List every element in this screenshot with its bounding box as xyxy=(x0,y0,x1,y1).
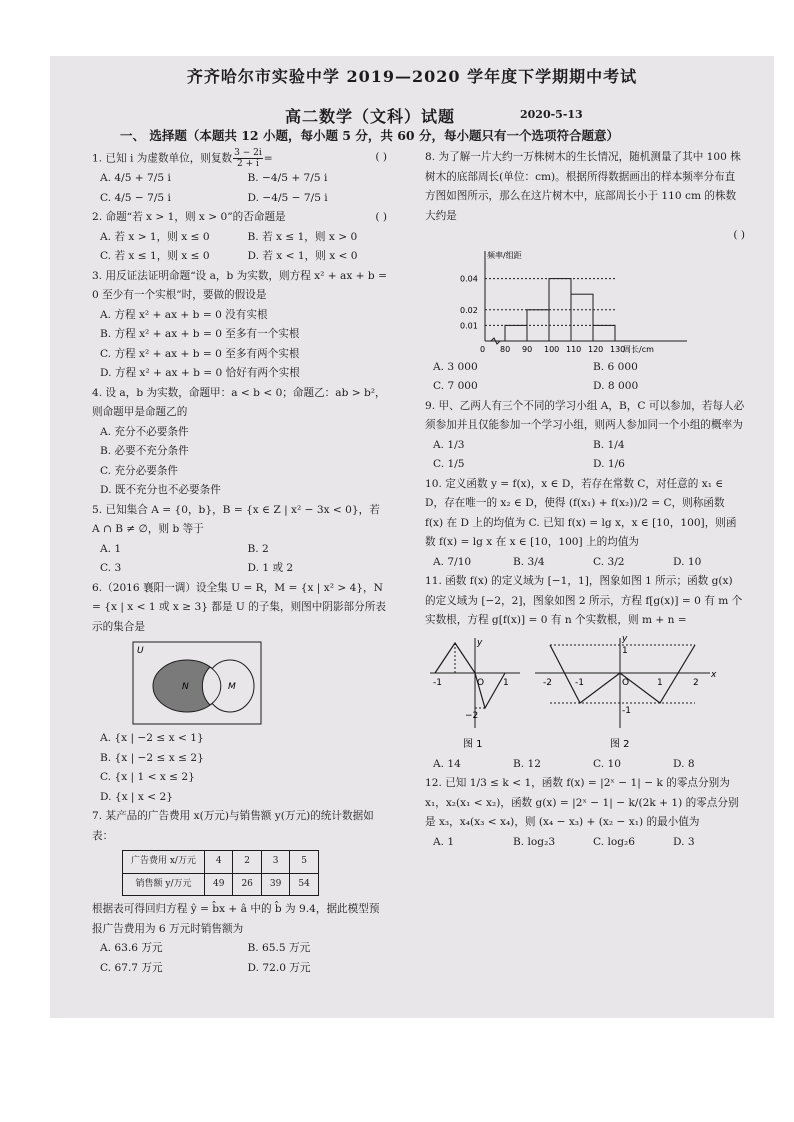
hist-bar xyxy=(505,325,527,341)
table-cell: 5 xyxy=(290,851,318,874)
fig1-tick: -1 xyxy=(433,677,442,688)
question-5-stem: 5. 已知集合 A = {0，b}，B = {x ∈ Z | x² − 3x < 0}，若 A ∩ B ≠ ∅，则 b 等于 xyxy=(92,503,380,535)
hist-x-tick: 80 xyxy=(500,344,511,354)
question-11-options xyxy=(425,755,745,775)
option-c[interactable]: C. 4/5 − 7/5 i xyxy=(100,191,171,204)
question-11 xyxy=(425,572,745,774)
option-c[interactable]: C. 若 x ≤ 1，则 x ≤ 0 xyxy=(100,250,210,262)
question-10-stem: 10. 定义函数 y = f(x)，x ∈ D，若存在常数 C，对任意的 x₁ ∈ D，存在唯一的 x₂ ∈ D，使得 (f(x₁) + f(x₂))/2 = C，则称函数 f(x) 在 D 上的均值为 C. 已知 f(x) = lg x，x ∈ [10，100]，则函数 f(x) = lg x 在 x ∈ [10，100] 上的均值为 xyxy=(425,477,737,548)
option-a[interactable]: A. 1/3 xyxy=(433,438,465,451)
question-5-options xyxy=(92,540,387,579)
option-b[interactable]: B. 6 000 xyxy=(593,360,638,373)
question-4 xyxy=(92,384,387,501)
question-6 xyxy=(92,579,387,808)
figure-2-graph xyxy=(535,634,717,750)
option-d[interactable]: D. 方程 x² + ax + b = 0 恰好有两个实根 xyxy=(100,367,300,379)
question-8-stem: 8. 为了解一片大约一万株树木的生长情况，随机测量了其中 100 株树木的底部周长(单位：cm)。根据所得数据画出的样本频率分布直方图如图所示，那么在这片树木中，底部周长小于 110 cm 的株数大约是 xyxy=(425,151,741,222)
question-7 xyxy=(92,807,387,978)
option-d[interactable]: D. 8 000 xyxy=(593,380,639,392)
option-c[interactable]: C. 3 xyxy=(100,562,122,574)
fig2-tick: 1 xyxy=(657,677,663,688)
hist-y-tick: 0.02 xyxy=(460,305,478,315)
option-b[interactable]: B. 必要不充分条件 xyxy=(100,445,189,457)
hist-y-tick: 0.04 xyxy=(460,274,478,284)
question-12 xyxy=(425,774,745,852)
figure-2-caption: 图 2 xyxy=(610,738,630,750)
question-3-options xyxy=(92,306,387,384)
hist-bar xyxy=(571,294,593,341)
exam-title: 齐齐哈尔市实验中学 2019—2020 学年度下学期期中考试 xyxy=(186,67,638,86)
option-a[interactable]: A. 4/5 + 7/5 i xyxy=(100,172,171,184)
table-cell: 4 xyxy=(204,851,232,874)
answer-paren: ( ) xyxy=(375,211,387,223)
option-a[interactable]: A. 方程 x² + ax + b = 0 没有实根 xyxy=(100,308,268,321)
question-2-options xyxy=(92,228,387,267)
option-c[interactable]: C. 3/2 xyxy=(593,555,625,568)
fig2-tick: 1 xyxy=(622,645,628,656)
option-b[interactable]: B. 12 xyxy=(513,757,541,770)
question-6-stem: 6.（2016 襄阳一调）设全集 U = R，M = {x | x² > 4}，N = {x | x < 1 或 x ≥ 3} 都是 U 的子集，则图中阴影部分所表示的集合是 xyxy=(92,581,386,633)
option-a[interactable]: A. 1 xyxy=(433,835,455,848)
option-b[interactable]: B. 方程 x² + ax + b = 0 至多有一个实根 xyxy=(100,328,300,340)
left-column xyxy=(92,148,387,978)
question-11-stem: 11. 函数 f(x) 的定义域为 [−1，1]，图象如图 1 所示；函数 g(x) 的定义域为 [−2，2]，图象如图 2 所示，方程 f[g(x)] = 0 有 m 个实数根，方程 g[f(x)] = 0 有 n 个实数根，则 m + n = xyxy=(425,575,743,626)
fig1-tick: O xyxy=(477,677,485,688)
stats-table xyxy=(122,850,319,896)
hist-bar xyxy=(549,278,571,340)
fig1-curve xyxy=(435,643,505,708)
option-c[interactable]: C. 1/5 xyxy=(433,458,465,470)
option-a[interactable]: A. 1 xyxy=(100,542,122,555)
option-c[interactable]: C. {x | 1 < x ≤ 2} xyxy=(100,771,195,783)
table-cell: 54 xyxy=(290,873,318,896)
question-8 xyxy=(425,148,745,397)
histogram-axes xyxy=(485,251,687,344)
option-b[interactable]: B. 65.5 万元 xyxy=(247,942,311,954)
option-b[interactable]: B. {x | −2 ≤ x ≤ 2} xyxy=(100,751,204,764)
table-row xyxy=(123,873,319,896)
table-cell: 49 xyxy=(204,873,232,896)
section-heading: 一、 选择题（本题共 12 小题，每小题 5 分，共 60 分，每小题只有一个选项符合题意） xyxy=(120,128,619,143)
question-9 xyxy=(425,397,745,475)
table-cell: 广告费用 x/万元 xyxy=(123,851,205,874)
venn-label-u: U xyxy=(137,646,144,656)
fig2-axis-x: x xyxy=(711,669,717,680)
option-b[interactable]: B. −4/5 + 7/5 i xyxy=(247,172,328,184)
fig1-tick: 1 xyxy=(503,677,509,688)
question-1-options xyxy=(92,169,387,208)
option-b[interactable]: B. 若 x ≤ 1，则 x > 0 xyxy=(247,230,358,243)
venn-label-n: N xyxy=(182,682,189,692)
question-3 xyxy=(92,267,387,384)
question-5 xyxy=(92,501,387,579)
question-1 xyxy=(92,148,387,208)
question-4-stem: 4. 设 a，b 为实数，命题甲：a < b < 0；命题乙：ab > b²，则命题甲是命题乙的 xyxy=(92,386,386,418)
hist-bar xyxy=(593,325,615,341)
table-cell: 3 xyxy=(261,851,289,874)
question-10-options xyxy=(425,553,745,573)
answer-paren: ( ) xyxy=(733,229,745,241)
exam-date: 2020-5-13 xyxy=(520,108,583,121)
option-d[interactable]: D. 3 xyxy=(673,835,695,848)
fig2-tick: -2 xyxy=(543,677,552,688)
option-d[interactable]: D. 10 xyxy=(673,555,702,568)
venn-label-m: M xyxy=(228,682,236,692)
option-b[interactable]: B. log₂3 xyxy=(513,835,556,848)
option-a[interactable]: A. 14 xyxy=(433,757,461,770)
fig2-tick: -1 xyxy=(575,677,584,688)
hist-x-tick: 120 xyxy=(588,344,604,354)
question-9-options xyxy=(425,436,745,475)
question-12-options xyxy=(425,833,745,853)
hist-x-tick: 0 xyxy=(480,344,486,354)
hist-x-label: 周长/cm xyxy=(623,344,654,354)
option-d[interactable]: D. 1/6 xyxy=(593,458,625,470)
option-c[interactable]: C. 7 000 xyxy=(433,380,478,392)
right-column xyxy=(425,148,745,852)
question-1-stem: 1. 已知 i 为虚数单位，则复数 $\frac{3 - 2i}{2 + i}$ = xyxy=(92,148,273,169)
exam-subtitle: 高二数学（文科）试题 xyxy=(285,107,456,126)
option-b[interactable]: B. 3/4 xyxy=(513,555,545,568)
option-b[interactable]: B. 1/4 xyxy=(593,438,625,451)
question-12-stem: 12. 已知 1/3 ≤ k < 1，函数 f(x) = |2ˣ − 1| − k 的零点分别为 x₁，x₂(x₁ < x₂)，函数 g(x) = |2ˣ − 1| − k/(2k + 1) 的零点分别是 x₃，x₄(x₃ < x₄)，则 (x₄ − x₃) + (x₂ − x₁) 的最小值为 xyxy=(425,777,739,828)
fig1-axis-y: y xyxy=(477,637,483,648)
option-a[interactable]: A. 充分不必要条件 xyxy=(100,425,189,438)
option-d[interactable]: D. 若 x < 1，则 x < 0 xyxy=(247,250,358,262)
hist-y-label: 频率/组距 xyxy=(487,250,522,260)
frequency-histogram xyxy=(455,246,705,358)
option-d[interactable]: D. 既不充分也不必要条件 xyxy=(100,484,221,496)
table-row xyxy=(123,851,319,874)
table-cell: 销售额 y/万元 xyxy=(123,873,205,896)
hist-x-tick: 110 xyxy=(566,344,582,354)
question-7-stem: 7. 某产品的广告费用 x(万元)与销售额 y(万元)的统计数据如表： xyxy=(92,810,374,842)
q1-fraction: $\frac{3 - 2i}{2 + i}$ xyxy=(234,148,262,169)
histogram-labels xyxy=(460,250,654,354)
figure-1-caption: 图 1 xyxy=(463,738,483,750)
question-3-stem: 3. 用反证法证明命题“设 a，b 为实数，则方程 x² + ax + b = 0 至少有一个实根”时，要做的假设是 xyxy=(92,269,387,301)
question-10 xyxy=(425,475,745,573)
hist-y-tick: 0.01 xyxy=(460,320,478,330)
option-d[interactable]: D. 1 或 2 xyxy=(247,562,294,574)
question-7-after: 根据表可得回归方程 ŷ = b̂x + â 中的 b̂ 为 9.4，据此模型预报广告费用为 6 万元时销售额为 xyxy=(92,903,380,935)
question-6-options xyxy=(92,729,387,807)
option-c[interactable]: C. 充分必要条件 xyxy=(100,464,179,477)
option-d[interactable]: D. 72.0 万元 xyxy=(247,961,311,974)
option-d[interactable]: D. 8 xyxy=(673,757,695,770)
question-7-options xyxy=(92,939,387,978)
option-d[interactable]: D. −4/5 − 7/5 i xyxy=(247,191,328,204)
question-8-options xyxy=(425,358,745,397)
hist-x-tick: 100 xyxy=(544,344,560,354)
hist-x-tick: 130 xyxy=(610,344,626,354)
hist-x-tick: 90 xyxy=(522,344,533,354)
option-a[interactable]: A. 7/10 xyxy=(433,555,472,568)
option-a[interactable]: A. 3 000 xyxy=(433,360,478,373)
fig2-axis-y: y xyxy=(622,633,628,644)
table-cell: 26 xyxy=(233,873,261,896)
answer-paren: ( ) xyxy=(375,151,387,163)
option-a[interactable]: A. {x | −2 ≤ x < 1} xyxy=(100,732,204,744)
venn-diagram xyxy=(132,641,262,725)
option-a[interactable]: A. 若 x > 1，则 x ≤ 0 xyxy=(100,230,210,243)
table-cell: 2 xyxy=(233,851,261,874)
function-graphs xyxy=(425,633,725,753)
option-d[interactable]: D. {x | x < 2} xyxy=(100,790,173,803)
fig1-tick: −2 xyxy=(465,710,479,721)
option-a[interactable]: A. 63.6 万元 xyxy=(100,942,163,954)
exam-sheet xyxy=(50,56,774,1018)
option-c[interactable]: C. 10 xyxy=(593,757,621,770)
question-4-options xyxy=(92,423,387,501)
question-9-stem: 9. 甲、乙两人有三个不同的学习小组 A，B，C 可以参加，若每人必须参加并且仅能参加一个学习小组，则两人参加同一个小组的概率为 xyxy=(425,399,745,431)
figure-1-graph xyxy=(430,638,520,750)
option-b[interactable]: B. 2 xyxy=(247,542,269,555)
option-c[interactable]: C. log₂6 xyxy=(593,835,635,848)
fig2-tick: 2 xyxy=(693,677,699,688)
question-2-stem: 2. 命题“若 x > 1，则 x > 0”的否命题是 xyxy=(92,211,286,223)
fig2-tick: O xyxy=(622,677,630,688)
question-2 xyxy=(92,208,387,267)
fig2-tick: -1 xyxy=(622,705,631,716)
option-c[interactable]: C. 67.7 万元 xyxy=(100,961,163,974)
option-c[interactable]: C. 方程 x² + ax + b = 0 至多有两个实根 xyxy=(100,347,300,360)
table-cell: 39 xyxy=(261,873,289,896)
